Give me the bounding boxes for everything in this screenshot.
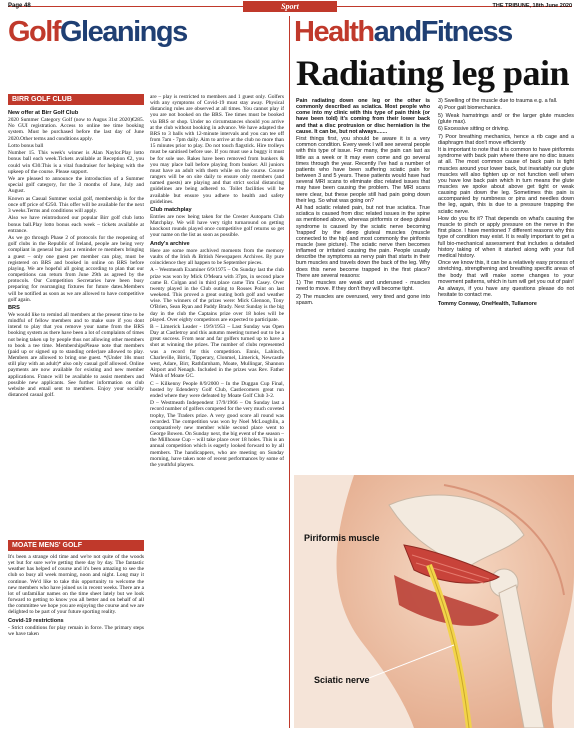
birr-paragraphs bbox=[8, 117, 144, 303]
piriformis-illustration bbox=[294, 475, 574, 728]
paragraph: As we go through Phase 2 of protocols for the reopening of golf clubs in the Republic of Ireland, people are being very compliant in general but just a reminder re members bringing a guest – only one guest per member can play, must be registered on BRS and booked in online on BRS before playing. We are hopeful all going according to plan that our competitions can return from June 29th as agreed by the protocols. Our Competition Secretaries have been busy preparing for rearranging fixtures for future dates.Members will be notified as soon as we are allowed to have competitive golf again. bbox=[8, 235, 144, 303]
title-part-golf: Golf bbox=[8, 16, 60, 48]
brs-subhead: BRS bbox=[8, 304, 20, 311]
moate-mens-golf-header: MOATE MENS' GOLF bbox=[8, 540, 144, 551]
masthead-date: THE TRIBUNE, 18th June 2020 bbox=[492, 3, 572, 9]
paragraph: D – Westmeath Independent 17/9/1966 – On Sunday last a record number of golfers competed for the very much coveted trophy, The Traders prize. A very good score all round was recorded. The competition was won by Noel McLoughlin, a comparatively new member while second place went to George Bowen. On Sunday next, the big event of the season – the Millhouse Cup – will take place over 18 holes. This is an annual competition which is eagerly looked forward to by all members. The handicappers, who are meeting on Sunday morning, have taken note of recent performances by some of the youthful players. bbox=[150, 400, 284, 468]
anatomy-illustration bbox=[294, 475, 574, 728]
moate-column bbox=[8, 554, 144, 728]
paragraph: A – Westmeath Examiner 6/9/1975 – On Sunday last the club prize was won by Mick O'Meara with 37pts, in second place came B. Colgan and in third place came Tim Casey. Over twenty played in the Club outing to Rosses Point on last weekend. This proved a great outing both golf and weather wise. The winners of the prizes were: Mick Glennon, Tony O'Brien, Sean Ryan and Paddy Brady. Next Sunday is the big day in the club the Captains prize over 18 holes will be played. Over eighty competitors are expected to participate. bbox=[150, 267, 284, 323]
birr-golf-club-header: BIRR GOLF CLUB bbox=[8, 94, 144, 105]
paragraph: B – Limerick Leader - 19/9/1953 – Last Sunday was Open Day at Castletroy and this autumn meeting turned out to be a great success. From near and far golfers turned up to have a shot at winning the prizes. The number of clubs represented was a record for this competition. Ennis, Lahinch, Charleville, Birris, Tipperary, Clonmel, Limerick, Newcastle west, Adare, Birr, Rathfarnham, Moate, Mullingar, Shannon Airport and Nenagh. Included in the prizes was Rev. Father Walsh of Moate GC. bbox=[150, 324, 284, 380]
paragraph: 6) Excessive sitting or driving. bbox=[438, 126, 510, 133]
article-lead: Pain radiating down one leg or the other is commonly described as sciatica. Most people who come into my clinic with this type of pain think (or have been told) it's coming from their lower back and that a disc protrusion or disc herniation is the cause. It can be, but not always....... bbox=[296, 98, 430, 135]
column-divider bbox=[289, 16, 290, 728]
article-col1-paragraphs bbox=[296, 136, 430, 306]
paragraph: First things first, you should be aware it is a very common condition. Every week I will see several people with this type of issue. For many, the pain can last as little as a week or It may even come and go several times through the year. Recently I've had a number of patients who have been suffering sciatic pain for between 3 and 5 years. These patients would have had several MRI scans to eliminate disc related issues that may have been causing the problem. The MRI scans were clear, but these people still had pain going down their leg. So what was going on? bbox=[296, 136, 430, 204]
health-fitness-title bbox=[294, 16, 574, 48]
birr-subhead: New offer at Birr Golf Club bbox=[8, 110, 79, 116]
paragraph: Once we know this, it can be a relatively easy process of stretching, strengthening and breathing specific areas of the body that will make some changes to your movement patterns, which in turn will get you out of pain! bbox=[438, 260, 574, 285]
paragraph: Also we have reintroduced our popular Birr golf club lotto bonus ball.Play lotto bonus each week – tickets available at entrance. bbox=[8, 215, 144, 234]
paragraph: are – play is restricted to members and 1 guest only. Golfers with any symptoms of Covid-19 must stay away. Physical distancing rules are observed at all times. You cannot play if you are not booked on the BRS. Tee times must be booked via BRS or shop. Under no circumstances should you arrive at the club without booking in advance. We have adapted the BRS to 3 balls with 12-minute intervals and you can tee off from 7am - 7pm daily. Aim to arrive at the club no more than 15 minutes prior to play. Do not touch flagstick. Hire trolleys must be sanitised before use. If you must use a buggy it must be for sole use. Rakes have been removed from bunkers & you may place ball before playing from bunker. All juniors must have an adult with them while on the course. Course rangers will be on site daily to ensure only members (and named guests) are playing and that strict social distancing guidelines are being adhered to. Toilet facilities will be available but ensure you adhere to health and safety guidelines. bbox=[150, 94, 284, 205]
matchplay-paragraphs bbox=[150, 214, 284, 239]
paragraph: 2) The muscles are overused, very tired and gone into spasm. bbox=[296, 293, 430, 306]
paragraph: 3) Swelling of the muscle due to trauma e.g. a fall. bbox=[438, 98, 558, 104]
article-headline: Radiating leg pain bbox=[296, 53, 570, 93]
covid-continued-paragraphs bbox=[150, 94, 284, 205]
paragraph: Lotto bonus ball bbox=[8, 142, 44, 149]
title-part-fitness: andFitness bbox=[373, 16, 512, 48]
covid-paragraphs bbox=[8, 625, 144, 637]
sciatic-nerve-label: Sciatic nerve bbox=[314, 675, 370, 685]
paragraph: 4) Poor gait biomechanics. bbox=[438, 105, 502, 112]
paragraph: 5) Weak hamstrings and/ or the larger glute muscles (glute max). bbox=[438, 112, 574, 125]
paragraph: 2020 Summer Category Golf (now to Augus 31st 2020)€285. No GUI registration. Access to online tee time booking system. Must be purchased before the last day of June 2020.Other terms and conditions apply. bbox=[8, 117, 144, 142]
piriformis-label: Piriformis muscle bbox=[304, 533, 380, 543]
middle-column bbox=[150, 94, 284, 728]
paragraph: Here are some more archived moments from the memory vaults of the Irish & British Newspapers Archives. By pure coincidence they all happen to be September pieces. bbox=[150, 247, 284, 267]
paragraph: Entries are now being taken for the Crester Autoparts Club Matchplay. We will have very tight turnaround on getting knockout rounds played once competitive golf returns so get your name on the list as soon as possible. bbox=[150, 213, 284, 239]
paragraph: Known as Casual Summer social golf, membership is for the once off price of €250. This offer will be available for the next 3 weeks.Terms and conditions will apply. bbox=[8, 195, 144, 215]
paragraph: 7) Poor breathing mechanics, hence a rib cage and a diaphragm that don't move efficiently bbox=[438, 133, 574, 146]
archive-paragraphs bbox=[150, 248, 284, 468]
paragraph: We are pleased to announce the introduction of a Summer special golf category, for the 3 months of June, July and August. bbox=[8, 176, 144, 195]
matchplay-subhead: Club matchplay bbox=[150, 206, 192, 213]
paragraph: It is important to note that it is common to have piriformis syndrome with back pain where there are no disc issues at all. The most common cause of back pain is tight muscles around your lower back, but invariably our glute muscles will also tighten up or not function well when you have low back pain which in turn means the glute muscles we spoke about above get tight or weak causing pain down the leg. Sometimes this pain is accompanied by numbness or pins and needles down the leg, again, this is due to a pressure trapping the sciatic nerve. bbox=[438, 147, 574, 215]
paragraph: C – Kilkenny People 8/9/2000 – In the Duggan Cup Final, hosted by Edenderry Golf Club, Castlecomers great run ended where they were defeated by Moate Golf Club 3-2. bbox=[150, 380, 284, 399]
article-col2-paragraphs bbox=[438, 98, 574, 298]
covid-subhead: Covid-19 restrictions bbox=[8, 617, 64, 624]
birr-column bbox=[8, 108, 144, 538]
title-part-gleanings: Gleanings bbox=[60, 16, 187, 48]
paragraph: It's been a strange old time and we're not quite of the woods yet but for sure we're getting there day by day. The fantastic weather has helped of course and it's been amazing to see the club so busy all week morning, noon and night. Long may it continue. We'd like to take this opportunity to welcome the new members who have joined us in recent weeks. There are a lot of unfamiliar names on the time sheet lately but we look forward to getting to know you all better and on behalf of all the committee we hope you are enjoying the course and we are delighted to be part of your future sporting reality. bbox=[8, 554, 144, 616]
top-bar bbox=[0, 0, 580, 14]
article-column-2 bbox=[438, 98, 574, 472]
paragraph: We would like to remind all members at the present time to be mindful of fellow members and to make sure if you dont intend to play that you remove your name from the BRS booking system as there have been a lot of complaints of times not being taken up by people thus not allowing other members to book a tee time. MembershipsPlease note that members (paid up or signed up to standing order)are allowed to play. Members are allowed to bring one guest. *(Under 18s must still play with an adult)* also only casual golf allowed. Online payments are now available for existing and new member applications. France will be available to assist members and possible new applicants. See further information on club website and email sent to members. Enjoy your socially distanced casual golf. bbox=[8, 311, 144, 398]
paragraph: 1) The muscles are weak and underused - muscles need to move. If they don't they will become tight. bbox=[296, 280, 430, 293]
title-part-health: Health bbox=[294, 16, 374, 48]
archive-subhead: Andy's archive bbox=[150, 240, 190, 247]
paragraph: How do you fix it? That depends on what's causing the muscle to pinch or apply pressure on the nerve in the first place. I have mentioned 7 different reasons why this type of condition may exist. It is really important to get a full bio-mechanical assessment that includes a detailed history taking of when it started along with your full medical history. bbox=[438, 215, 574, 259]
paragraph: - Strict conditions for play remain in force. The primary steps we have taken bbox=[8, 624, 144, 637]
paragraph: As always, if you have any questions please do not hesitate to contact me. bbox=[438, 286, 574, 299]
page-number: Page 48 bbox=[8, 3, 31, 9]
moate-paragraphs bbox=[8, 554, 144, 616]
article-column-1 bbox=[296, 98, 430, 472]
golf-gleanings-title bbox=[8, 16, 284, 48]
paragraph: Number 15. This week's winner is Alan Naylor.Play lotto bonus ball each week.Tickets available at Reception €2, you could win €30.This is a vital fundraiser for helping with the upkeep of the course. Please support. bbox=[8, 150, 144, 175]
section-tag: Sport bbox=[243, 1, 337, 12]
article-byline: Tommy Conway, OneHealth, Tullamore bbox=[438, 301, 537, 308]
paragraph: All had sciatic related pain, but not true sciatica. True sciatica is caused from disc related issues in the spine as mentioned above, whereas piriformis or deep gluteal syndrome is caused by the sciatic nerve becoming 'trapped' by the deep gluteal muscles (muscle connected to the hip) and most commonly the pirifomis muscle (see picture). The sciatic nerve then becomes inflamed or irritated causing the pain. People usually describe the symptoms as nervy pain that starts in their bum muscles and travels down the back of the leg. Why does this nerve become trapped in the first place? There are several reasons: bbox=[296, 205, 430, 279]
brs-paragraphs bbox=[8, 312, 144, 398]
